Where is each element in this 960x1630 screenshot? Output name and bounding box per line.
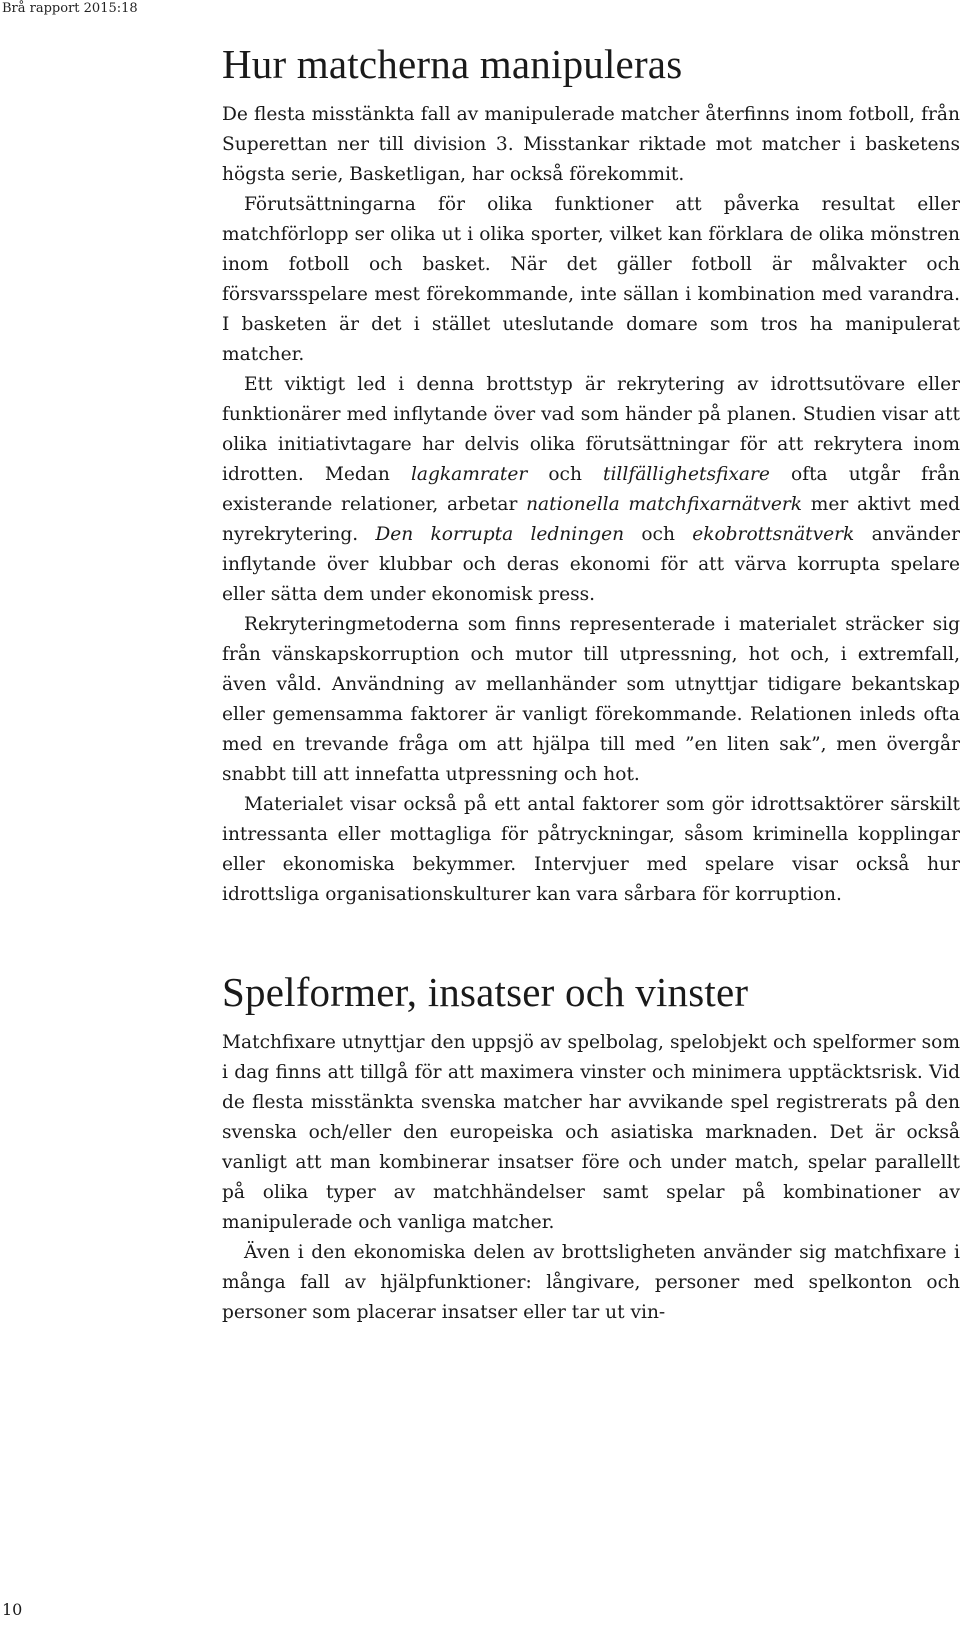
emphasis-term: nationella matchfixarnätverk: [526, 494, 803, 515]
document-body: [222, 40, 960, 1328]
page-number: 10: [2, 1600, 23, 1619]
running-header: Brå rapport 2015:18: [2, 1, 138, 16]
paragraph: Även i den ekonomiska delen av brottsligheten använder sig matchfixare i många fall av hjälpfunktioner: långivare, personer med spelkonton och personer som placerar insatser eller tar ut vin-: [222, 1242, 960, 1323]
section-heading-manipulation: Hur matcherna manipuleras: [222, 41, 683, 87]
section-heading-betting: Spelformer, insatser och vinster: [222, 969, 749, 1015]
paragraph: De flesta misstänkta fall av manipulerade matcher återfinns inom fotboll, från Superettan ner till division 3. Misstankar riktade mot matcher i basketens högsta serie, Basketligan, har också förekommit.: [222, 104, 960, 185]
text-run: ofta utgår från existerande relationer, arbetar: [222, 464, 960, 515]
paragraph: Matchfixare utnyttjar den uppsjö av spelbolag, spelobjekt och spelformer som i dag finns att tillgå för att maximera vinster och minimera upptäcktsrisk. Vid de flesta misstänkta svenska matcher har avvikande spel registrerats på den svenska och/eller den europeiska och asiatiska marknaden. Det är också vanligt att man kombinerar insatser före och under match, spelar parallellt på olika typer av matchhändelser samt spelar på kombinationer av manipulerade och vanliga matcher.: [222, 1032, 960, 1233]
emphasis-term: tillfällighetsfixare: [603, 464, 770, 485]
paragraph: Rekryteringmetoderna som finns representerade i materialet sträcker sig från vänskapskorruption och mutor till utpressning, hot och, i extremfall, även våld. Användning av mellanhänder som utnyttjar tidigare bekantskap eller gemensamma faktorer är vanligt förekommande. Relationen inleds ofta med en trevande fråga om att hjälpa till med ”en liten sak”, men övergår snabbt till att innefatta utpressning och hot.: [222, 614, 960, 785]
text-run: mer aktivt med nyrekrytering.: [222, 494, 960, 545]
text-run: Ett viktigt led i denna brottstyp är rekrytering av idrottsutövare eller funktionärer med inflytande över vad som händer på planen. Studien visar att olika initiativtagare har delvis olika förutsättningar för att rekrytera inom idrotten. Medan: [222, 374, 960, 485]
paragraph: Materialet visar också på ett antal faktorer som gör idrottsaktörer särskilt intressanta eller mottagliga för påtryckningar, såsom kriminella kopplingar eller ekonomiska bekymmer. Intervjuer med spelare visar också hur idrottsliga organisationskulturer kan vara sårbara för korruption.: [222, 794, 960, 905]
paragraph: Förutsättningarna för olika funktioner att påverka resultat eller matchförlopp ser olika ut i olika sporter, vilket kan förklara de olika mönstren inom fotboll och basket. När det gäller fotboll är målvakter och försvarsspelare mest förekommande, inte sällan i kombination med varandra. I basketen är det i stället uteslutande domare som tros ha manipulerat matcher.: [222, 194, 960, 365]
emphasis-term: lagkamrater: [410, 464, 528, 485]
paragraph: [222, 370, 960, 610]
text-run: och: [527, 464, 604, 485]
text-run: använder inflytande över klubbar och deras ekonomi för att värva korrupta spelare eller sätta dem under ekonomisk press.: [222, 524, 960, 605]
text-run: och: [624, 524, 693, 545]
emphasis-term: Den korrupta ledningen: [375, 524, 625, 545]
emphasis-term: ekobrottsnätverk: [692, 524, 855, 545]
